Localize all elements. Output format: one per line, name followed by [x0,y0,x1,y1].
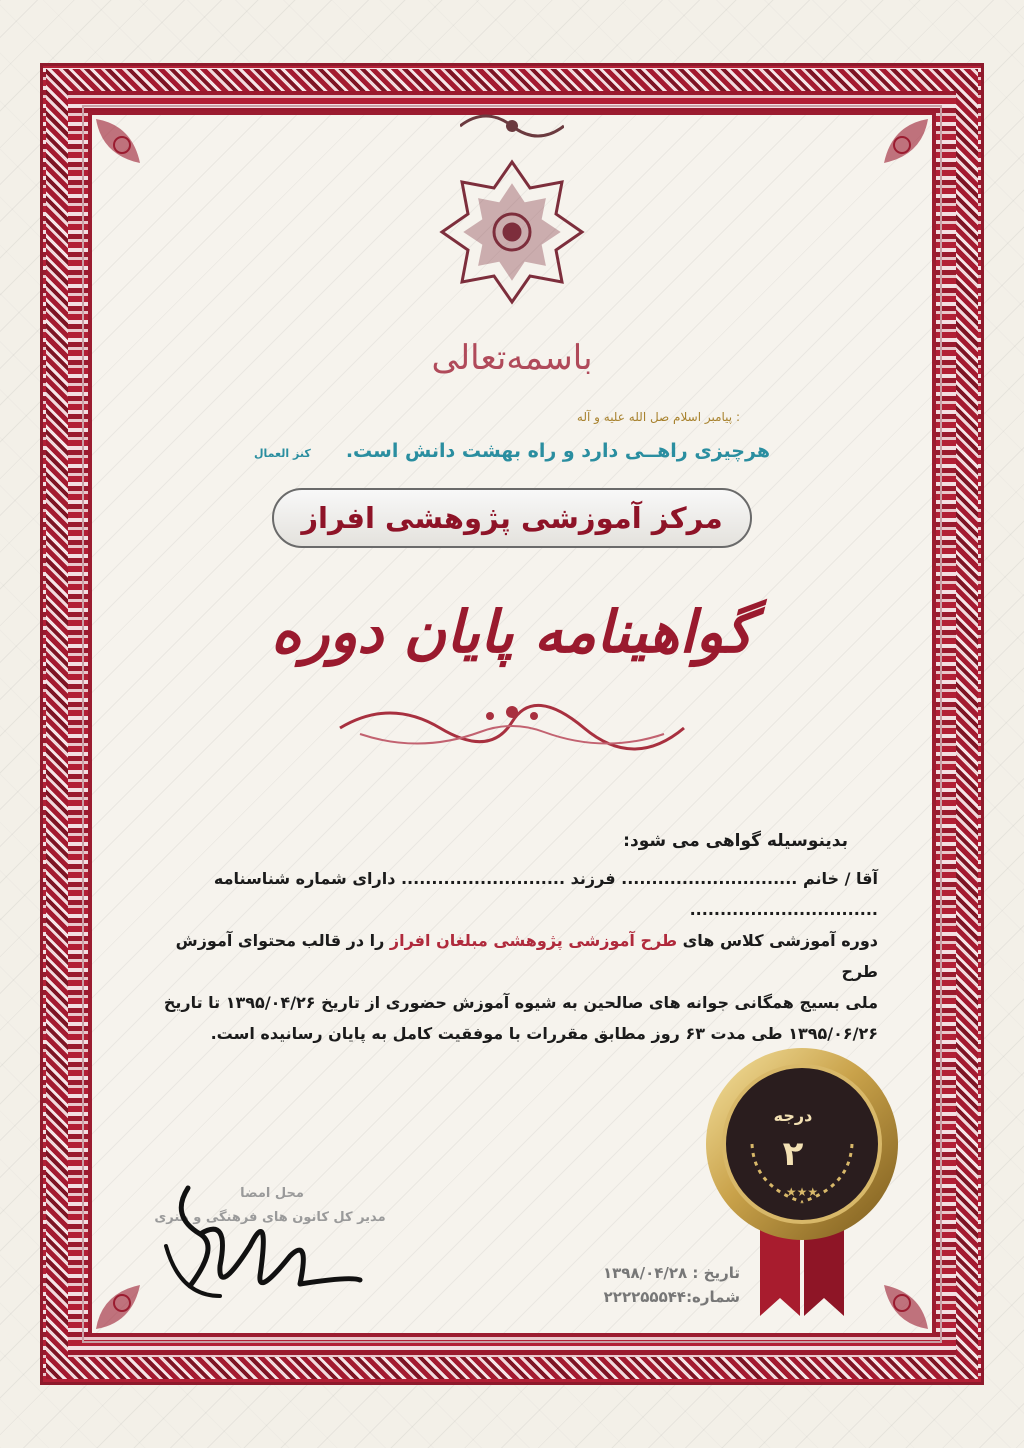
body-line-1: آقا / خانم ............................. فرزند ........................... دارای شماره شناسنامه ............................... [213,869,878,919]
signature-place-label: محل امضا [240,1186,304,1201]
certificate-number: شماره:۲۲۲۲۵۵۵۴۴ [603,1288,740,1306]
seal-label: درجه [773,1106,813,1125]
body-line-3: ملی بسیج همگانی جوانه های صالحین به شیوه آموزش حضوری از تاریخ ۱۳۹۵/۰۴/۲۶ تا تاریخ [163,993,878,1012]
body-line-2-end: را در قالب محتوای آموزش طرح [175,931,878,981]
signer-title: مدیر کل کانون های فرهنگی و هنری [154,1210,386,1225]
svg-text:★★★: ★★★ [785,1185,819,1199]
seal-grade: ۲ [782,1134,804,1174]
hadith-source: کنز العمال [254,447,311,460]
corner-ornament-icon [836,115,932,211]
top-ornament-icon [460,106,564,146]
institute-name: مرکز آموزشی پژوهشی افراز [301,501,723,535]
corner-ornament-icon [92,115,188,211]
body-line-2 [138,925,878,987]
issue-date: تاریخ : ۱۳۹۸/۰۴/۲۸ [603,1264,740,1282]
star-emblem-icon [436,156,588,308]
certificate-body [138,826,878,1049]
body-lead: بدینوسیله گواهی می شود: [623,831,848,851]
hadith-intro: پیامبر اسلام صل الله علیه و آله : [576,410,740,424]
institute-name-box [272,488,752,548]
course-name-highlight: طرح آموزشی پژوهشی مبلغان افراز [389,931,678,950]
flourish-divider-icon [330,698,694,754]
body-line-2-start: دوره آموزشی کلاس های [682,931,878,950]
body-line-4: ۱۳۹۵/۰۶/۲۶ طی مدت ۶۳ روز مطابق مقررات با موفقیت کامل به پایان رسانیده است. [210,1024,878,1043]
bismillah-heading: باسمه‌تعالی [431,338,593,378]
certificate-title: گواهینامه پایان دوره [271,598,753,666]
signature-icon [160,1176,370,1306]
hadith-text: هرچیزی راهــی دارد و راه بهشت دانش است. [345,440,770,462]
